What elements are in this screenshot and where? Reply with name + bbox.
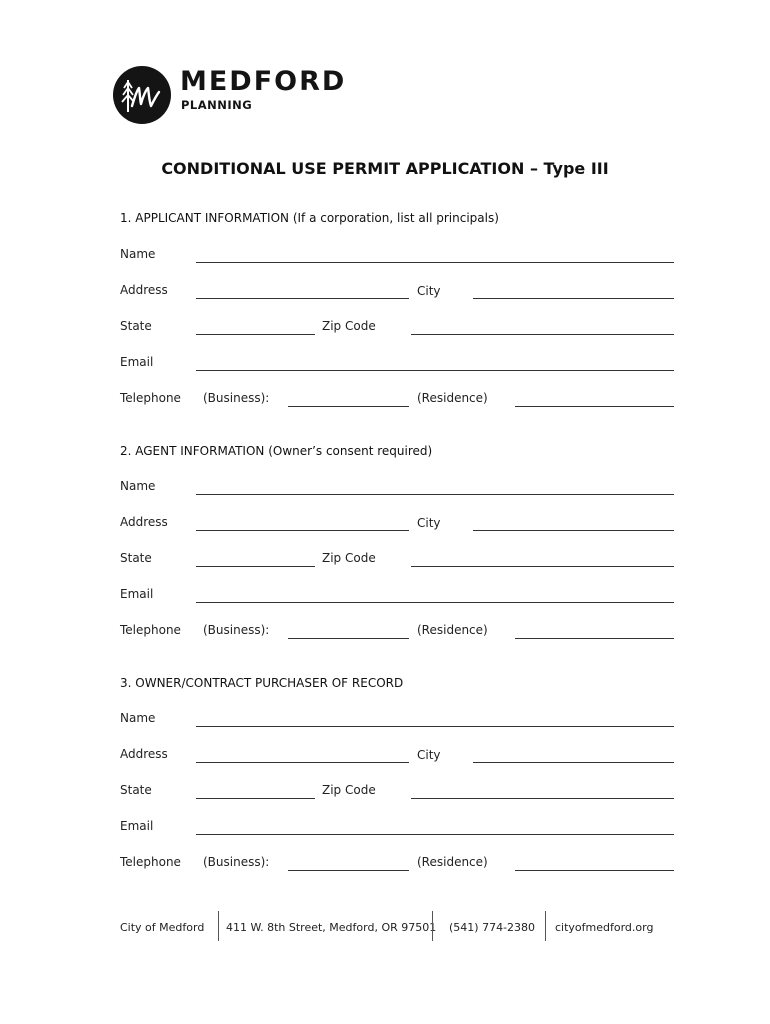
medford-logo-icon [113,66,171,124]
s1-name-label: Name [120,247,156,261]
s3-address-label: Address [120,747,168,761]
s2-address-field[interactable] [196,530,409,531]
s2-address-label: Address [120,515,168,529]
s2-name-field[interactable] [196,494,674,495]
s3-name-field[interactable] [196,726,674,727]
s2-telephone-label: Telephone [120,623,181,637]
logo-wordmark: MEDFORD [180,66,347,97]
s2-business-label: (Business): [203,623,270,637]
s1-zip-label: Zip Code [322,319,376,333]
s1-city-label: City [417,284,441,298]
section-3-heading: 3. OWNER/CONTRACT PURCHASER OF RECORD [120,676,404,690]
s3-telephone-label: Telephone [120,855,181,869]
s2-city-field[interactable] [473,530,674,531]
footer-divider [545,911,546,941]
s1-residence-label: (Residence) [417,391,488,405]
s3-zip-label: Zip Code [322,783,376,797]
s3-residence-phone-field[interactable] [515,870,674,871]
page-title: CONDITIONAL USE PERMIT APPLICATION – Type III [161,159,609,178]
s3-zip-field[interactable] [411,798,674,799]
footer-org: City of Medford [120,921,205,934]
section-2-heading: 2. AGENT INFORMATION (Owner’s consent required) [120,444,433,458]
s2-residence-label: (Residence) [417,623,488,637]
footer-phone: (541) 774-2380 [449,921,536,934]
s1-state-label: State [120,319,152,333]
s2-state-label: State [120,551,152,565]
s2-business-phone-field[interactable] [288,638,409,639]
s3-residence-label: (Residence) [417,855,488,869]
logo-subtitle: PLANNING [181,98,253,112]
s3-business-label: (Business): [203,855,270,869]
s3-city-label: City [417,748,441,762]
footer-website: cityofmedford.org [555,921,654,934]
s1-residence-phone-field[interactable] [515,406,674,407]
s2-residence-phone-field[interactable] [515,638,674,639]
s1-email-field[interactable] [196,370,674,371]
footer-address: 411 W. 8th Street, Medford, OR 97501 [226,921,437,934]
s1-business-label: (Business): [203,391,270,405]
s1-address-field[interactable] [196,298,409,299]
s3-state-field[interactable] [196,798,315,799]
s2-email-field[interactable] [196,602,674,603]
s2-zip-label: Zip Code [322,551,376,565]
s3-email-field[interactable] [196,834,674,835]
s3-city-field[interactable] [473,762,674,763]
s1-business-phone-field[interactable] [288,406,409,407]
s2-state-field[interactable] [196,566,315,567]
s1-city-field[interactable] [473,298,674,299]
s2-name-label: Name [120,479,156,493]
s3-address-field[interactable] [196,762,409,763]
s1-name-field[interactable] [196,262,674,263]
footer-divider [218,911,219,941]
s1-email-label: Email [120,355,154,369]
s2-city-label: City [417,516,441,530]
footer-divider [432,911,433,941]
s2-zip-field[interactable] [411,566,674,567]
s3-email-label: Email [120,819,154,833]
s1-telephone-label: Telephone [120,391,181,405]
s2-email-label: Email [120,587,154,601]
s1-state-field[interactable] [196,334,315,335]
s1-address-label: Address [120,283,168,297]
s3-business-phone-field[interactable] [288,870,409,871]
section-1-heading: 1. APPLICANT INFORMATION (If a corporation, list all principals) [120,211,499,225]
s3-state-label: State [120,783,152,797]
s1-zip-field[interactable] [411,334,674,335]
s3-name-label: Name [120,711,156,725]
